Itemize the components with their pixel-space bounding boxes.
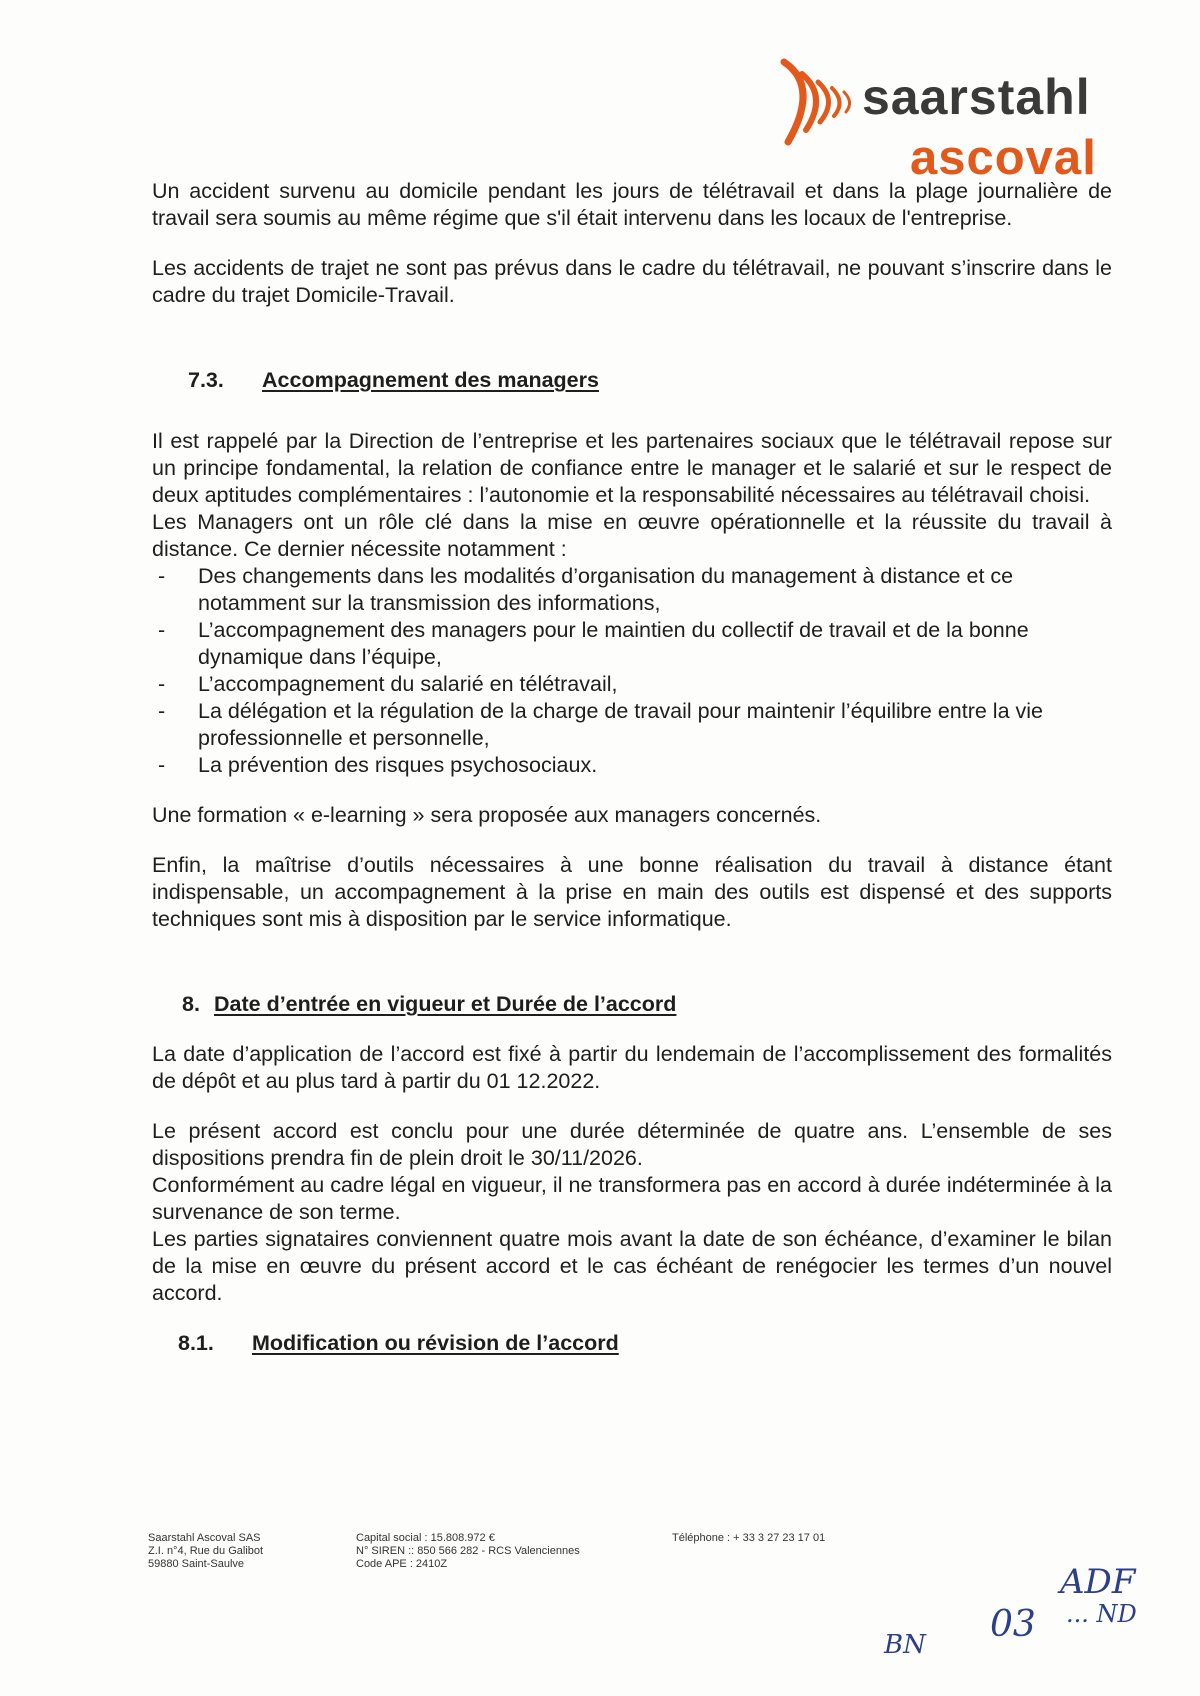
section-heading-8-1 — [152, 1330, 1112, 1357]
handwritten-initials-bn: BN — [884, 1630, 926, 1660]
handwritten-page-number: 03 — [990, 1604, 1036, 1645]
footer-contact — [672, 1532, 825, 1545]
managers-list — [152, 563, 1112, 779]
section-title: Accompagnement des managers — [262, 368, 599, 392]
logo-waves-icon — [780, 56, 862, 148]
paragraph-duree: Le présent accord est conclu pour une durée déterminée de quatre ans. L’ensemble de ses dispositions prendra fin de plein droit le 30/11/2026. — [152, 1119, 1112, 1170]
section-number: 7.3. — [188, 368, 224, 392]
section-title: Modification ou révision de l’accord — [252, 1331, 619, 1355]
section-heading-8 — [152, 991, 1112, 1018]
logo-text-saarstahl: saarstahl — [862, 69, 1091, 125]
footer-address-line: Z.I. n°4, Rue du Galibot — [148, 1545, 264, 1557]
document-body — [152, 178, 1112, 1357]
footer-company-info — [148, 1532, 263, 1571]
footer-capital: Capital social : 15.808.972 € — [356, 1532, 495, 1544]
paragraph-rappel: Il est rappelé par la Direction de l’entreprise et les partenaires sociaux que le télétravail repose sur un principe fondamental, la relation de confiance entre le manager et le salarié et sur le respect de deux aptitudes complémentaires : l’autonomie et la responsabilité nécessaires au télétravail choisi. — [152, 429, 1112, 507]
handwritten-initials-adf: ADF — [1060, 1562, 1136, 1602]
paragraph-formation: Une formation « e-learning » sera proposée aux managers concernés. — [152, 803, 822, 827]
footer-phone: Téléphone : + 33 3 27 23 17 01 — [672, 1532, 826, 1544]
section-title: Date d’entrée en vigueur et Durée de l’accord — [214, 992, 677, 1016]
paragraph-managers: Les Managers ont un rôle clé dans la mise en œuvre opérationnelle et la réussite du travail à distance. Ce dernier nécessite notamment : — [152, 510, 1112, 561]
list-item: - L’accompagnement du salarié en télétravail, — [152, 671, 1112, 698]
list-item: - L’accompagnement des managers pour le maintien du collectif de travail et de la bonne dynamique dans l’équipe, — [152, 617, 1112, 671]
section-heading-7-3 — [152, 367, 1112, 394]
section-number: 8. — [182, 992, 200, 1016]
paragraph-parties-signataires: Les parties signataires conviennent quatre mois avant la date de son échéance, d’examiner le bilan de la mise en œuvre du présent accord et le cas échéant de renégocier les termes d’un nouvel accord. — [152, 1227, 1112, 1305]
section-number: 8.1. — [178, 1331, 214, 1355]
paragraph-cadre-legal: Conformément au cadre légal en vigueur, il ne transformera pas en accord à durée indéterminée à la survenance de son terme. — [152, 1173, 1112, 1224]
list-item: - La prévention des risques psychosociaux. — [152, 752, 1112, 779]
footer-ape-code: Code APE : 2410Z — [356, 1558, 448, 1570]
list-item: - La délégation et la régulation de la charge de travail pour maintenir l’équilibre entre la vie professionnelle et personnelle, — [152, 698, 1112, 752]
company-logo — [780, 52, 1120, 185]
paragraph-accident-trajet: Les accidents de trajet ne sont pas prévus dans le cadre du télétravail, ne pouvant s’inscrire dans le cadre du trajet Domicile-Travail. — [152, 256, 1112, 307]
footer-city: 59880 Saint-Saulve — [148, 1558, 245, 1570]
footer-siren: N° SIREN :: 850 566 282 - RCS Valenciennes — [356, 1545, 580, 1557]
paragraph-date-application: La date d’application de l’accord est fixé à partir du lendemain de l’accomplissement des formalités de dépôt et au plus tard à partir du 01 12.2022. — [152, 1042, 1112, 1093]
paragraph-accident-domicile: Un accident survenu au domicile pendant les jours de télétravail et dans la plage journalière de travail sera soumis au même régime que s'il était intervenu dans les locaux de l'entreprise. — [152, 179, 1112, 230]
logo-text-ascoval: ascoval — [910, 131, 1097, 185]
list-item: - Des changements dans les modalités d’organisation du management à distance et ce notamment sur la transmission des informations, — [152, 563, 1112, 617]
footer-legal-info — [356, 1532, 580, 1571]
footer-company-name: Saarstahl Ascoval SAS — [148, 1532, 261, 1544]
handwritten-initials-nd: ... ND — [1066, 1600, 1137, 1628]
paragraph-outils: Enfin, la maîtrise d’outils nécessaires à une bonne réalisation du travail à distance étant indispensable, un accompagnement à la prise en main des outils est dispensé et des supports techniques sont mis à disposition par le service informatique. — [152, 853, 1112, 931]
